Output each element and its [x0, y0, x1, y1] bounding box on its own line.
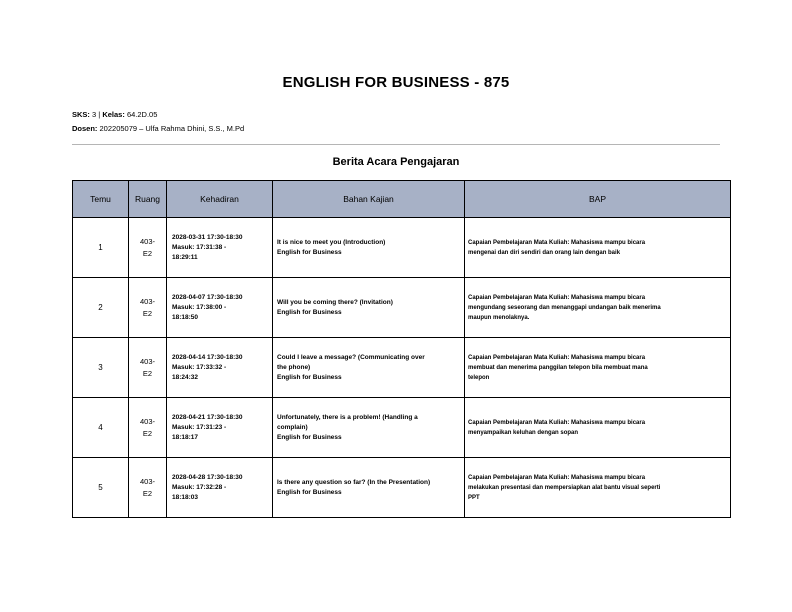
cell-kehadiran-line: Masuk: 17:31:38 -	[172, 243, 227, 251]
separator: |	[98, 110, 101, 119]
cell-bap-line: Capaian Pembelajaran Mata Kuliah: Mahasiswa mampu bicara	[468, 419, 646, 426]
cell-bahan-kajian-line: English for Business	[277, 308, 342, 316]
cell-ruang-line: 403-	[139, 356, 155, 366]
cell-bahan-kajian-line: It is nice to meet you (Introduction)	[277, 238, 386, 246]
dosen-label: Dosen:	[72, 124, 98, 133]
kelas-value: 64.2D.05	[126, 110, 158, 119]
cell-kehadiran	[167, 218, 273, 278]
cell-kehadiran-line: 2028-03-31 17:30-18:30	[172, 233, 243, 241]
table-header-row	[73, 181, 731, 218]
table-row	[73, 398, 731, 458]
cell-bap	[465, 338, 731, 398]
cell-ruang-line: 403-	[139, 236, 155, 246]
cell-kehadiran	[167, 278, 273, 338]
header-temu: Temu	[73, 181, 129, 218]
cell-bahan-kajian	[273, 398, 465, 458]
cell-bahan-kajian-line: Will you be coming there? (Invitation)	[277, 298, 393, 306]
divider	[72, 144, 720, 145]
cell-ruang	[129, 278, 167, 338]
cell-kehadiran-line: Masuk: 17:31:23 -	[172, 423, 227, 431]
cell-kehadiran-line: Masuk: 17:38:00 -	[172, 303, 227, 311]
cell-bap-line: mengundang seseorang dan menanggapi undangan baik menerima	[468, 304, 661, 311]
cell-kehadiran-line: Masuk: 17:33:32 -	[172, 363, 227, 371]
cell-bap-line: melakukan presentasi dan mempersiapkan alat bantu visual seperti	[468, 484, 661, 491]
cell-bahan-kajian-line: Is there any question so far? (In the Presentation)	[277, 478, 431, 486]
cell-bap-line: telepon	[468, 374, 490, 381]
cell-bap-line: membuat dan menerima panggilan telepon bila membuat mana	[468, 364, 648, 371]
cell-bahan-kajian-line: English for Business	[277, 248, 342, 256]
cell-bap	[465, 278, 731, 338]
cell-bap-line: Capaian Pembelajaran Mata Kuliah: Mahasiswa mampu bicara	[468, 474, 646, 481]
sks-value: 3	[92, 110, 97, 119]
sks-label: SKS:	[72, 110, 90, 119]
section-title: Berita Acara Pengajaran	[332, 156, 460, 168]
cell-kehadiran	[167, 398, 273, 458]
page-title: ENGLISH FOR BUSINESS - 875	[282, 74, 510, 91]
cell-kehadiran-line: 2028-04-07 17:30-18:30	[172, 293, 243, 301]
cell-kehadiran-line: 18:29:11	[172, 253, 198, 261]
cell-bap-line: Capaian Pembelajaran Mata Kuliah: Mahasiswa mampu bicara	[468, 294, 646, 301]
cell-bap-line: Capaian Pembelajaran Mata Kuliah: Mahasiswa mampu bicara	[468, 239, 646, 246]
kelas-label: Kelas:	[102, 110, 125, 119]
cell-bahan-kajian	[273, 218, 465, 278]
cell-bahan-kajian	[273, 458, 465, 518]
cell-kehadiran	[167, 338, 273, 398]
cell-temu: 4	[73, 398, 129, 458]
cell-kehadiran-line: 18:18:17	[172, 433, 199, 441]
cell-bap	[465, 458, 731, 518]
course-info-line	[72, 110, 157, 119]
cell-kehadiran	[167, 458, 273, 518]
cell-bahan-kajian-line: English for Business	[277, 488, 342, 496]
cell-kehadiran-line: 18:18:03	[172, 493, 199, 501]
cell-bahan-kajian-line: the phone)	[277, 363, 311, 371]
cell-ruang	[129, 218, 167, 278]
cell-bap-line: Capaian Pembelajaran Mata Kuliah: Mahasiswa mampu bicara	[468, 354, 646, 361]
header-ruang: Ruang	[129, 181, 167, 218]
teaching-report-table	[72, 180, 731, 518]
table-row	[73, 338, 731, 398]
cell-bahan-kajian-line: Unfortunately, there is a problem! (Handling a	[277, 413, 418, 421]
cell-ruang-line: E2	[142, 368, 153, 378]
cell-bap-line: PPT	[468, 494, 480, 501]
cell-ruang-line: 403-	[139, 416, 155, 426]
cell-kehadiran-line: 2028-04-28 17:30-18:30	[172, 473, 243, 481]
cell-ruang	[129, 338, 167, 398]
cell-kehadiran-line: 2028-04-14 17:30-18:30	[172, 353, 243, 361]
header-kehadiran: Kehadiran	[167, 181, 273, 218]
header-bap: BAP	[465, 181, 731, 218]
cell-ruang-line: 403-	[139, 476, 155, 486]
cell-bahan-kajian-line: English for Business	[277, 373, 342, 381]
cell-temu: 5	[73, 458, 129, 518]
table-row	[73, 218, 731, 278]
cell-kehadiran-line: 18:18:50	[172, 313, 199, 321]
header-bahan-kajian: Bahan Kajian	[273, 181, 465, 218]
cell-bap-line: maupun menolaknya.	[468, 314, 530, 321]
cell-bap-line: menyampaikan keluhan dengan sopan	[468, 429, 579, 436]
cell-bahan-kajian	[273, 278, 465, 338]
cell-kehadiran-line: 18:24:32	[172, 373, 199, 381]
cell-temu: 3	[73, 338, 129, 398]
cell-bap	[465, 398, 731, 458]
cell-bap-line: mengenai dan diri sendiri dan orang lain dengan baik	[468, 249, 621, 256]
table-row	[73, 278, 731, 338]
cell-ruang-line: 403-	[139, 296, 155, 306]
cell-kehadiran-line: Masuk: 17:32:28 -	[172, 483, 227, 491]
cell-temu: 1	[73, 218, 129, 278]
cell-ruang	[129, 398, 167, 458]
cell-ruang-line: E2	[142, 308, 153, 318]
cell-ruang-line: E2	[142, 488, 153, 498]
dosen-value: 202205079 – Ulfa Rahma Dhini, S.S., M.Pd	[99, 124, 245, 133]
cell-kehadiran-line: 2028-04-21 17:30-18:30	[172, 413, 243, 421]
cell-bap	[465, 218, 731, 278]
cell-ruang	[129, 458, 167, 518]
cell-bahan-kajian-line: English for Business	[277, 433, 342, 441]
cell-bahan-kajian-line: Could I leave a message? (Communicating over	[277, 353, 425, 361]
cell-bahan-kajian-line: complain)	[277, 423, 308, 431]
cell-ruang-line: E2	[142, 428, 153, 438]
table-row	[73, 458, 731, 518]
cell-temu: 2	[73, 278, 129, 338]
cell-bahan-kajian	[273, 338, 465, 398]
lecturer-info-line	[72, 124, 244, 133]
cell-ruang-line: E2	[142, 248, 153, 258]
